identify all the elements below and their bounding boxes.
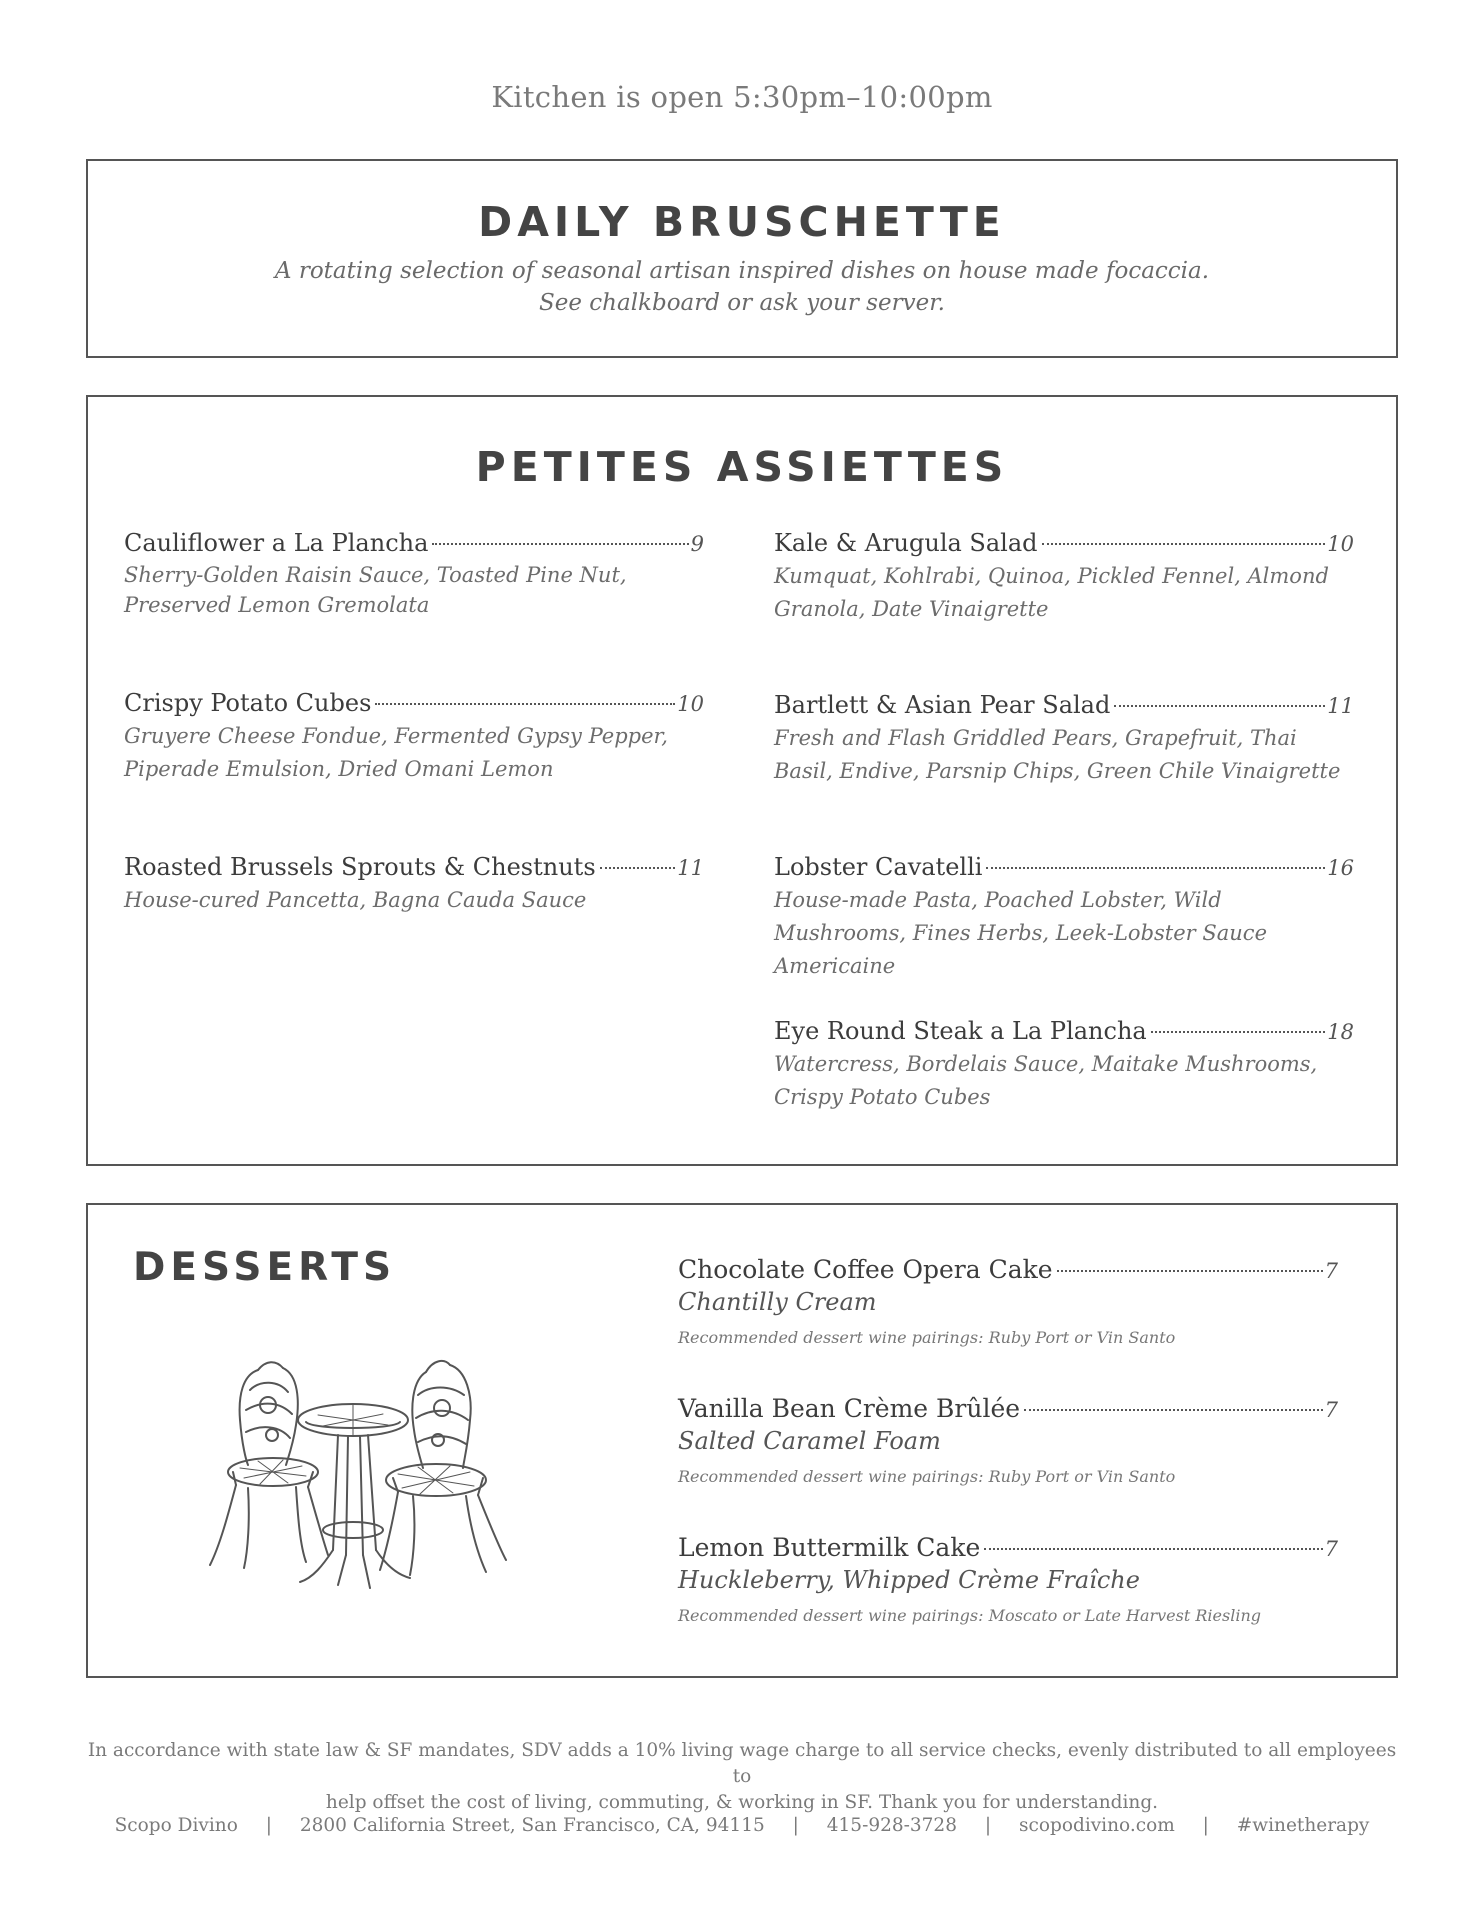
separator: | — [1202, 1815, 1209, 1836]
dot-leader — [432, 543, 688, 545]
dessert-item — [678, 1533, 1338, 1625]
dot-leader — [600, 867, 676, 869]
phone: 415-928-3728 — [826, 1815, 957, 1836]
item-description: Gruyere Cheese Fondue, Fermented Gypsy Pepper, Piperade Emulsion, Dried Omani Lemon — [124, 724, 668, 781]
item-name: Kale & Arugula Salad — [774, 529, 1038, 557]
item-price: 10 — [677, 692, 704, 716]
item-name: Crispy Potato Cubes — [124, 689, 372, 717]
item-price: 11 — [1327, 694, 1354, 718]
item-name: Roasted Brussels Sprouts & Chestnuts — [124, 853, 596, 881]
dot-leader — [1057, 1270, 1323, 1272]
menu-item — [124, 528, 704, 620]
bruschette-title: DAILY BRUSCHETTE — [478, 198, 1006, 246]
petites-title: PETITES ASSIETTES — [475, 443, 1009, 491]
petites-assiettes-section — [86, 395, 1398, 1166]
separator: | — [792, 1815, 799, 1836]
restaurant-name: Scopo Divino — [114, 1815, 238, 1836]
item-description: Kumquat, Kohlrabi, Quinoa, Pickled Fennel, Almond Granola, Date Vinaigrette — [774, 564, 1329, 621]
bruschette-description — [88, 255, 1396, 319]
dot-leader — [1114, 705, 1325, 707]
item-price: 10 — [1327, 532, 1354, 556]
dot-leader — [375, 703, 675, 705]
bruschette-desc-line2: See chalkboard or ask your server. — [539, 290, 945, 316]
website: scopodivino.com — [1019, 1815, 1175, 1836]
separator: | — [984, 1815, 992, 1836]
hashtag: #winetherapy — [1236, 1815, 1370, 1836]
item-price: 16 — [1327, 856, 1354, 880]
kitchen-hours: Kitchen is open 5:30pm–10:00pm — [491, 80, 993, 114]
item-price: 11 — [677, 856, 704, 880]
item-name: Lobster Cavatelli — [774, 853, 983, 881]
menu-item — [774, 1016, 1354, 1114]
bruschette-section — [86, 159, 1398, 358]
address: 2800 California Street, San Francisco, CA, 94115 — [299, 1815, 765, 1836]
wine-pairing: Recommended dessert wine pairings: Ruby Port or Vin Santo — [678, 1467, 1176, 1486]
desserts-title: DESSERTS — [133, 1245, 397, 1290]
menu-item — [124, 852, 704, 917]
item-description: House-cured Pancetta, Bagna Cauda Sauce — [124, 888, 587, 912]
dessert-item — [678, 1255, 1338, 1347]
menu-item — [774, 528, 1354, 626]
dot-leader — [1042, 543, 1326, 545]
desserts-section — [86, 1203, 1398, 1678]
dessert-name: Chocolate Coffee Opera Cake — [678, 1255, 1053, 1284]
bruschette-desc-line1: A rotating selection of seasonal artisan inspired dishes on house made focaccia. — [274, 258, 1210, 284]
dessert-accompaniment: Salted Caramel Foam — [678, 1427, 941, 1455]
dessert-name: Vanilla Bean Crème Brûlée — [678, 1394, 1021, 1423]
item-price: 18 — [1327, 1020, 1354, 1044]
item-name: Bartlett & Asian Pear Salad — [774, 691, 1111, 719]
item-price: 9 — [690, 532, 704, 556]
dessert-accompaniment: Chantilly Cream — [678, 1288, 877, 1316]
dessert-price: 7 — [1324, 1259, 1338, 1283]
dot-leader — [984, 1548, 1322, 1550]
living-wage-notice — [86, 1738, 1398, 1816]
menu-item — [124, 688, 704, 786]
dessert-accompaniment: Huckleberry, Whipped Crème Fraîche — [678, 1566, 1140, 1594]
separator: | — [265, 1815, 272, 1836]
wine-pairing: Recommended dessert wine pairings: Ruby Port or Vin Santo — [678, 1328, 1176, 1347]
cafe-table-chairs-illustration — [188, 1350, 518, 1600]
notice-line1: In accordance with state law & SF mandates, SDV adds a 10% living wage charge to all service checks, evenly distributed to all employees to — [87, 1740, 1397, 1787]
dessert-price: 7 — [1324, 1537, 1338, 1561]
footer-contact — [86, 1815, 1398, 1836]
item-description: Fresh and Flash Griddled Pears, Grapefruit, Thai Basil, Endive, Parsnip Chips, Green Chile Vinaigrette — [774, 726, 1341, 783]
notice-line2: help offset the cost of living, commuting, & working in SF. Thank you for understanding. — [325, 1792, 1159, 1813]
dessert-name: Lemon Buttermilk Cake — [678, 1533, 981, 1562]
item-name: Cauliflower a La Plancha — [124, 529, 429, 557]
dessert-item — [678, 1394, 1338, 1486]
dot-leader — [1024, 1409, 1323, 1411]
dot-leader — [986, 867, 1325, 869]
item-description: House-made Pasta, Poached Lobster, Wild Mushrooms, Fines Herbs, Leek-Lobster Sauce Americaine — [774, 888, 1267, 978]
menu-item — [774, 852, 1354, 983]
item-description: Watercress, Bordelais Sauce, Maitake Mushrooms, Crispy Potato Cubes — [774, 1052, 1318, 1109]
menu-item — [774, 690, 1354, 788]
item-description: Sherry-Golden Raisin Sauce, Toasted Pine Nut, Preserved Lemon Gremolata — [124, 563, 627, 617]
wine-pairing: Recommended dessert wine pairings: Moscato or Late Harvest Riesling — [678, 1606, 1261, 1625]
item-name: Eye Round Steak a La Plancha — [774, 1017, 1147, 1045]
dessert-price: 7 — [1324, 1398, 1338, 1422]
dot-leader — [1151, 1031, 1326, 1033]
